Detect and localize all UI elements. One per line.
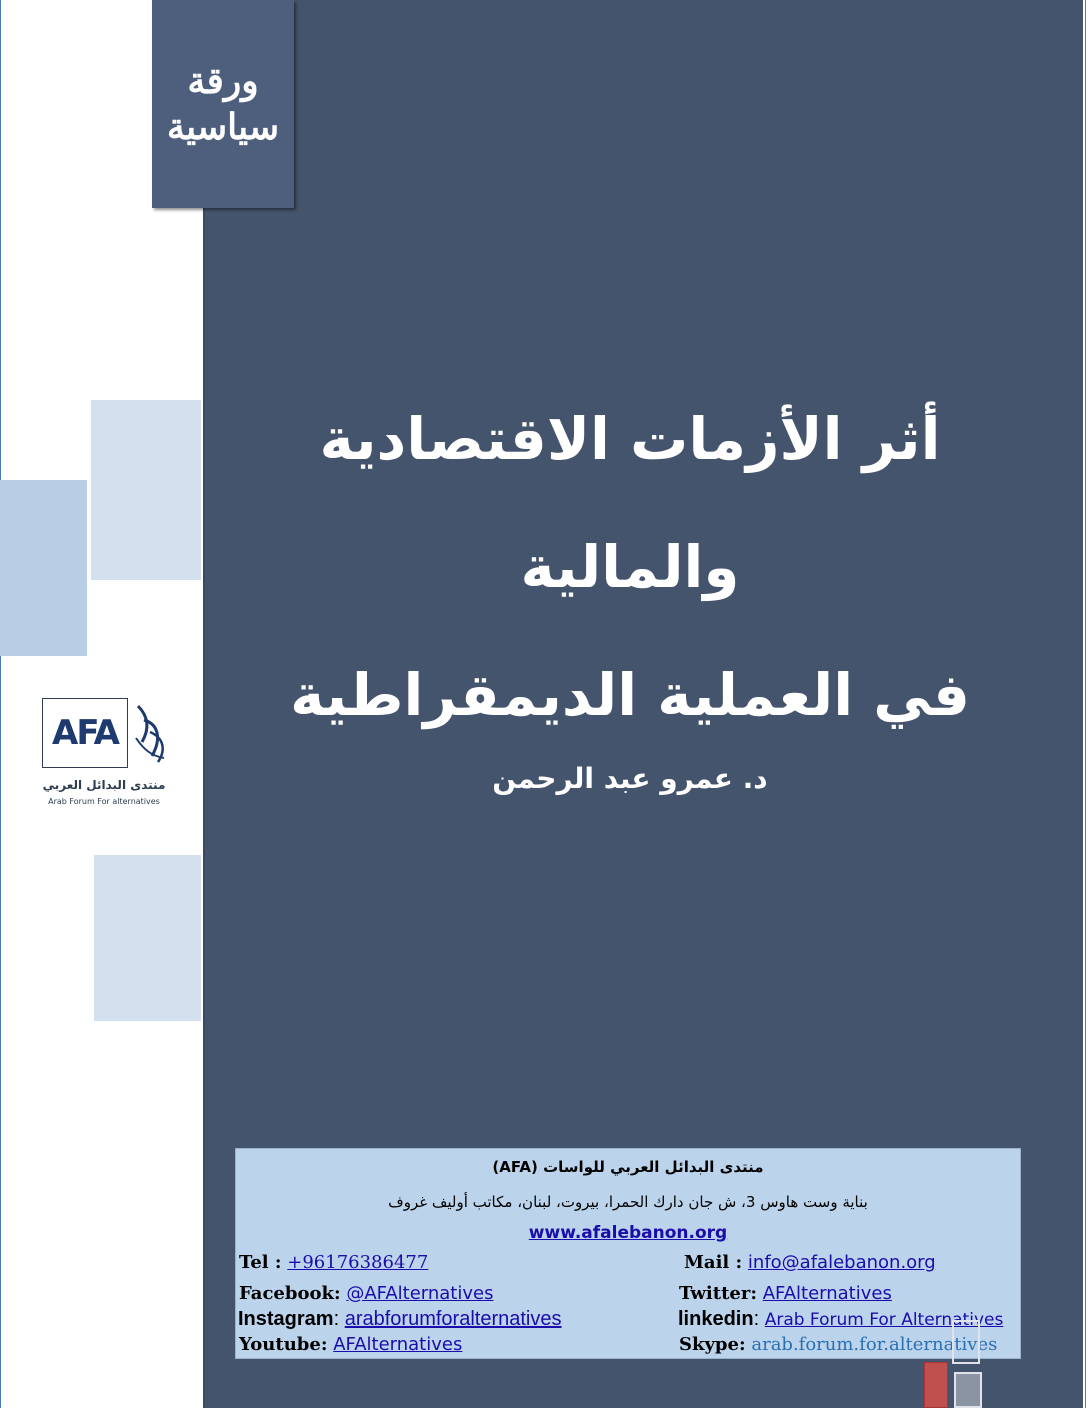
cover-panel-edge <box>203 0 205 1408</box>
facebook-label: Facebook: <box>239 1283 341 1304</box>
contact-skype-row <box>679 1334 997 1355</box>
decorative-block-3 <box>94 855 201 1021</box>
twitter-label: Twitter: <box>679 1283 757 1304</box>
title-line-1: أثر الأزمات الاقتصادية والمالية <box>319 405 941 601</box>
afa-logo-english-name: Arab Forum For alternatives <box>48 797 160 806</box>
left-edge-line <box>0 0 1 1408</box>
corner-gray-block <box>954 1372 982 1408</box>
contact-box <box>235 1148 1021 1359</box>
facebook-link[interactable]: @AFAlternatives <box>346 1283 494 1304</box>
afa-leaf-icon <box>130 698 170 768</box>
title-line-2: في العملية الديمقراطية <box>290 661 970 729</box>
skype-handle: arab.forum.for.alternatives <box>751 1334 998 1355</box>
document-type-line1: ورقة <box>187 60 259 102</box>
tel-label: Tel : <box>239 1252 282 1273</box>
contact-youtube-row <box>239 1334 462 1355</box>
afa-logo-mark: AFA <box>42 698 128 768</box>
corner-red-block <box>924 1362 948 1408</box>
contact-linkedin-row: linkedin: Arab Forum For Alternatives <box>678 1308 1004 1330</box>
contact-instagram-row: Instagram: arabforumforalternatives <box>238 1308 562 1330</box>
mail-label: Mail : <box>684 1252 743 1273</box>
linkedin-label: linkedin <box>678 1308 754 1330</box>
twitter-link[interactable]: AFAlternatives <box>762 1283 892 1304</box>
document-title <box>230 375 1030 759</box>
skype-label: Skype: <box>679 1334 746 1355</box>
author-name: د. عمرو عبد الرحمن <box>492 762 768 795</box>
contact-twitter-row <box>679 1283 892 1304</box>
contact-tel-row <box>239 1252 428 1273</box>
contact-facebook-row <box>239 1283 493 1304</box>
contact-address: بناية وست هاوس 3، ش جان دارك الحمرا، بيروت، لبنان، مكاتب أوليف غروف <box>388 1193 868 1211</box>
contact-mail-row <box>684 1252 936 1273</box>
document-type-tag <box>152 0 294 208</box>
contact-website-link[interactable]: www.afalebanon.org <box>528 1223 728 1243</box>
tel-link[interactable]: +96176386477 <box>287 1252 429 1273</box>
instagram-link[interactable]: arabforumforalternatives <box>344 1308 562 1330</box>
youtube-link[interactable]: AFAlternatives <box>333 1334 463 1355</box>
afa-logo-arabic-name: منتدى البدائل العربي <box>42 778 166 792</box>
linkedin-link[interactable]: Arab Forum For Alternatives <box>764 1310 1004 1330</box>
contact-org-name: منتدى البدائل العربي للواسات (AFA) <box>492 1158 764 1176</box>
corner-outline-block <box>952 1320 980 1364</box>
instagram-label: Instagram <box>238 1308 334 1330</box>
decorative-block-2 <box>0 480 87 656</box>
youtube-label: Youtube: <box>239 1334 328 1355</box>
afa-logo <box>38 696 173 816</box>
decorative-block-1 <box>91 400 201 580</box>
right-edge-line <box>1085 0 1086 1408</box>
document-type-line2: سياسية <box>166 106 280 148</box>
mail-link[interactable]: info@afalebanon.org <box>747 1252 936 1273</box>
